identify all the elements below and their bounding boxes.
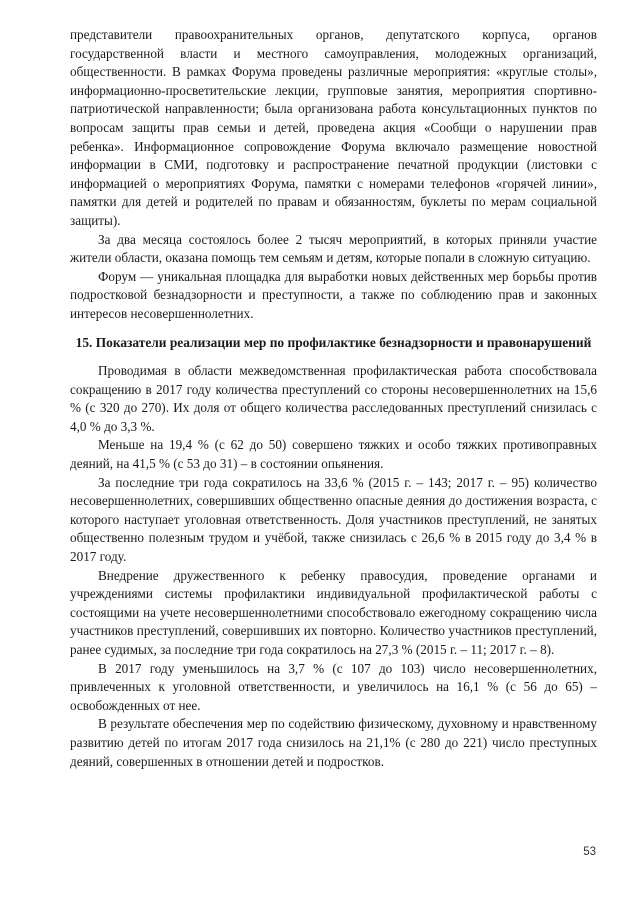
page-number: 53 — [583, 846, 596, 858]
paragraph-forum-participants: представители правоохранительных органов, депутатского корпуса, органов государственной власти и местного самоуправления, молодежных организаций, общественности. В рамках Форума проведены различные мероприятия: «круглые столы», информационно-просветительские лекции, групповые занятия, мероприятия спортивно-патриотической направленности; была организована работа консультационных пунктов по вопросам защиты прав семьи и детей, проведена акция «Сообщи о нарушении прав ребенка». Информационное сопровождение Форума включало размещение новостной информации в СМИ, подготовку и распространение печатной продукции (листовки с информацией о мероприятиях Форума, памятки с номерами телефонов «горячей линии», памятки для детей и родителей по правам и обязанностям, буклеты по мерам социальной защиты). — [70, 27, 597, 228]
paragraph-child-friendly-justice: Внедрение дружественного к ребенку правосудия, проведение органами и учреждениями системы профилактики индивидуальной профилактической работы с состоящими на учете несовершеннолетними способствовало ежегодному сокращению числа участников преступлений, совершивших их повторно. Количество участников преступлений, ранее судимых, за последние три года сократилось на 27,3 % (2015 г. – 11; 2017 г. – 8). — [70, 567, 597, 657]
paragraph-crimes-against-children: В результате обеспечения мер по содействию физическому, духовному и нравственному развитию детей по итогам 2017 года снизилось на 21,1% (с 280 до 221) число преступных деяний, совершенных в отношении детей и подростков. — [70, 716, 597, 769]
paragraph-serious-crimes: Меньше на 19,4 % (с 62 до 50) совершено тяжких и особо тяжких противоправных деяний, на 41,5 % (с 53 до 31) – в состоянии опьянения. — [70, 437, 597, 472]
paragraph-underage-offenders: За последние три года сократилось на 33,6 % (2015 г. – 143; 2017 г. – 95) количество несовершеннолетних, совершивших общественно опасные деяния до достижения возраста, с которого наступает уголовная ответственность. Доля участников преступлений, не занятых общественно полезным трудом и учёбой, также снизилась с 26,6 % в 2015 году до 3,4 % в 2017 году. — [70, 474, 597, 565]
section-heading: 15. Показатели реализации мер по профилактике безнадзорности и правонарушений — [75, 334, 592, 350]
paragraph-events-count: За два месяца состоялось более 2 тысяч мероприятий, в которых приняли участие жители области, оказана помощь тем семьям и детям, которые попали в сложную ситуацию. — [70, 231, 597, 266]
paragraph-crime-reduction: Проводимая в области межведомственная профилактическая работа способствовала сокращению в 2017 году количества преступлений со стороны несовершеннолетних на 15,6 % (с 320 до 270). Их доля от общего количества расследованных преступлений снизилась с 4,0 % до 3,3 %. — [70, 363, 597, 434]
paragraph-forum-platform: Форум — уникальная площадка для выработки новых действенных мер борьбы против подростковой безнадзорности и преступности, а также по соблюдению прав и законных интересов несовершеннолетних. — [70, 268, 597, 321]
document-page — [70, 26, 597, 771]
paragraph-criminal-liability: В 2017 году уменьшилось на 3,7 % (с 107 до 103) число несовершеннолетних, привлеченных к уголовной ответственности, и увеличилось на 16,1 % (с 56 до 65) – освобожденных от нее. — [70, 660, 597, 713]
